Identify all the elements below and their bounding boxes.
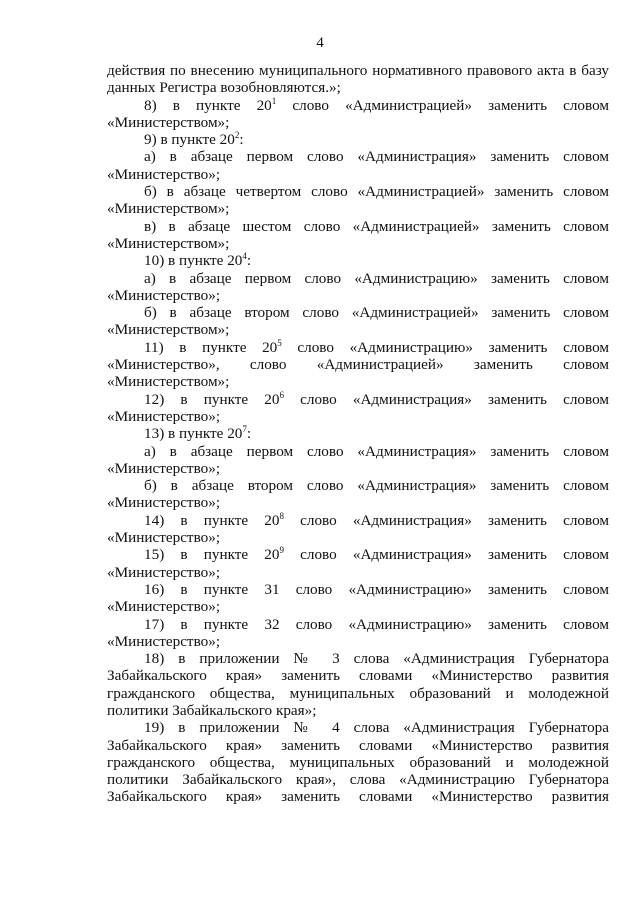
paragraph-text: 15) в пункте 20 xyxy=(144,546,280,564)
paragraph xyxy=(107,304,609,339)
paragraph xyxy=(107,252,609,269)
paragraph-text: слово «Администрация» заменить словом «Министерство»; xyxy=(107,546,609,581)
paragraph-text: а) в абзаце первом слово «Администрацию» заменить словом «Министерство»; xyxy=(107,269,609,304)
paragraph xyxy=(107,512,609,547)
paragraph xyxy=(107,183,609,218)
paragraph-text: 18) в приложении № 3 слова «Администрация Губернатора Забайкальского края» заменить словами «Министерство развития гражданского общества, муниципальных образований и молодежной политики Забайкальского края»; xyxy=(107,650,609,719)
paragraph xyxy=(107,148,609,183)
paragraph-text: : xyxy=(239,131,244,149)
paragraph-text: слово «Администрация» заменить словом «Министерство»; xyxy=(107,390,609,425)
paragraph xyxy=(107,443,609,478)
paragraph-text: 12) в пункте 20 xyxy=(144,390,280,408)
paragraph-text: : xyxy=(246,425,252,443)
paragraph-text: б) в абзаце четвертом слово «Администрацией» заменить словом «Министерством»; xyxy=(107,183,609,218)
paragraph xyxy=(107,477,609,512)
superscript: 9 xyxy=(279,545,284,556)
paragraph xyxy=(107,339,609,391)
paragraph-text: 13) в пункте 20 xyxy=(144,425,243,443)
paragraph xyxy=(107,97,609,132)
paragraph-text: 16) в пункте 31 слово «Администрацию» заменить словом «Министерство»; xyxy=(107,580,609,616)
superscript: 2 xyxy=(234,130,240,141)
paragraph-text: 9) в пункте 20 xyxy=(144,131,235,149)
paragraph-text: : xyxy=(246,252,252,270)
paragraph-text: б) в абзаце втором слово «Администрация» заменить словом «Министерство»; xyxy=(107,477,609,512)
paragraph xyxy=(107,391,609,426)
paragraph xyxy=(107,425,609,442)
paragraph-text: 19) в приложении № 4 слова «Администрация Губернатора Забайкальского края» заменить словами «Министерство развития гражданского общества, муниципальных образований и молодежной политики Забайкальского края», слова «Администрацию Губернатора Забайкальского края» заменить словами «Министерство развития xyxy=(107,719,609,806)
paragraph xyxy=(107,218,609,253)
document-body xyxy=(107,62,609,806)
superscript: 1 xyxy=(271,95,277,106)
paragraph xyxy=(107,270,609,305)
paragraph xyxy=(107,616,609,651)
superscript: 8 xyxy=(279,510,284,521)
paragraph-text: слово «Администрацию» заменить словом «Министерство», слово «Администрацией» заменить словом «Министерством»; xyxy=(107,338,609,391)
superscript: 5 xyxy=(277,337,282,348)
paragraph xyxy=(107,131,609,148)
paragraph-text: а) в абзаце первом слово «Администрация» заменить словом «Министерство»; xyxy=(107,442,609,477)
paragraph-text: 8) в пункте 20 xyxy=(144,96,272,114)
paragraph-text: 14) в пункте 20 xyxy=(144,511,280,529)
paragraph xyxy=(107,62,609,97)
superscript: 6 xyxy=(279,389,284,400)
page-number: 4 xyxy=(316,34,324,51)
paragraph-text: 11) в пункте 20 xyxy=(144,338,278,356)
paragraph-text: слово «Администрация» заменить словом «Министерство»; xyxy=(107,511,609,547)
paragraph-text: в) в абзаце шестом слово «Администрацией» заменить словом «Министерством»; xyxy=(107,217,609,252)
paragraph-text: действия по внесению муниципального нормативного правового акта в базу данных Регистра возобновляются.»; xyxy=(107,62,609,97)
paragraph xyxy=(107,650,609,719)
paragraph xyxy=(107,581,609,616)
paragraph-text: а) в абзаце первом слово «Администрация» заменить словом «Министерство»; xyxy=(107,148,609,183)
paragraph xyxy=(107,719,609,805)
superscript: 7 xyxy=(242,424,247,435)
paragraph-text: слово «Администрацией» заменить словом «Министерством»; xyxy=(107,96,610,131)
paragraph xyxy=(107,546,609,581)
paragraph-text: 17) в пункте 32 слово «Администрацию» заменить словом «Министерство»; xyxy=(107,615,609,650)
paragraph-text: 10) в пункте 20 xyxy=(144,252,243,270)
superscript: 4 xyxy=(242,251,247,262)
paragraph-text: б) в абзаце втором слово «Администрацией» заменить словом «Министерством»; xyxy=(107,304,609,339)
